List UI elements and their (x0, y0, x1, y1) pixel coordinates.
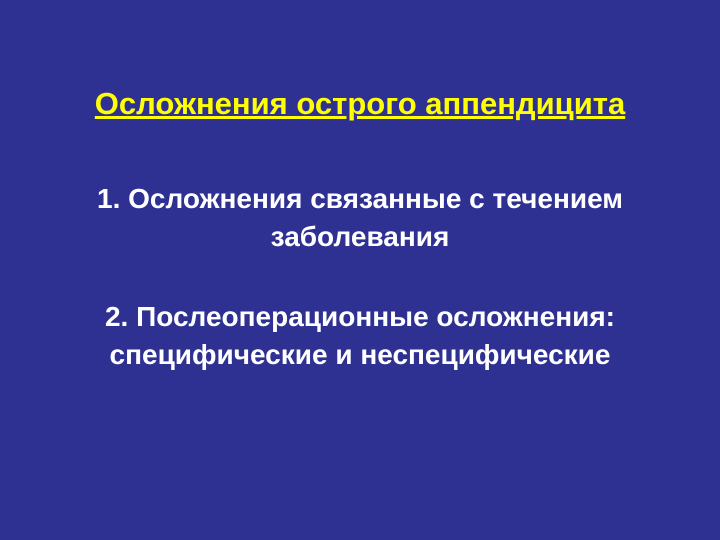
body-paragraph-2: 2. Послеоперационные осложнения: специфические и неспецифические (104, 301, 615, 371)
paragraph-spacer (0, 256, 720, 298)
title-block (0, 86, 720, 122)
body-block (0, 180, 720, 374)
slide-title: Осложнения острого аппендицита (94, 86, 626, 121)
body-paragraph-1: 1. Осложнения связанные с течением заболевания (97, 183, 623, 253)
